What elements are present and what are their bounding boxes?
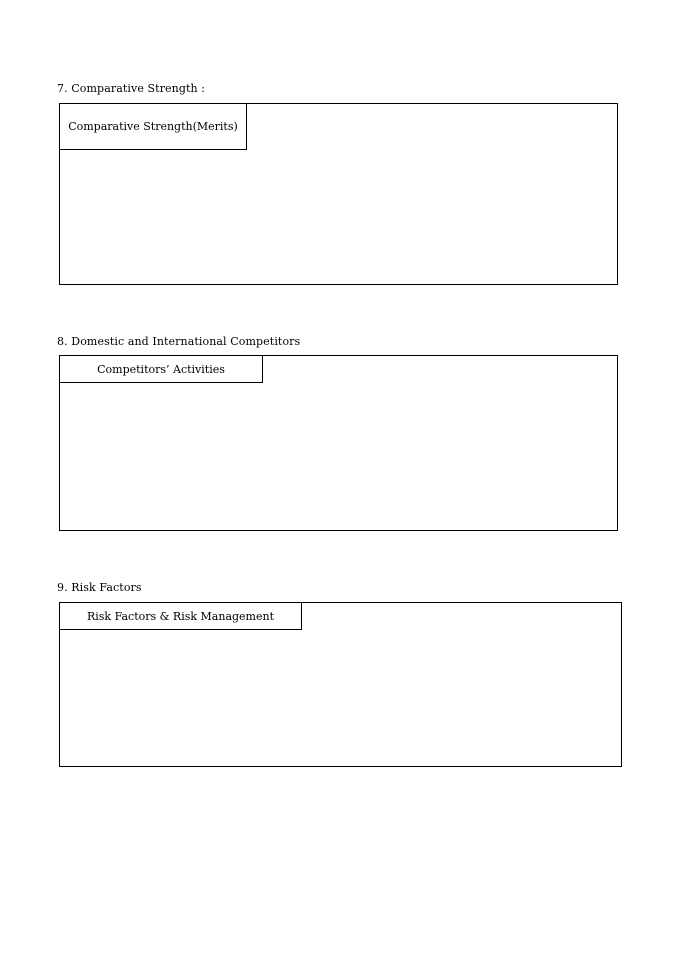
comparative-strength-box[interactable]: [59, 103, 618, 285]
section-9-heading: 9. Risk Factors: [57, 581, 142, 594]
competitors-content[interactable]: [60, 383, 617, 530]
risk-factors-tab-label: Risk Factors & Risk Management: [59, 602, 302, 630]
risk-factors-content[interactable]: [60, 630, 621, 766]
risk-factors-box[interactable]: [59, 602, 622, 767]
section-7-heading: 7. Comparative Strength :: [57, 82, 206, 95]
section-8-heading: 8. Domestic and International Competitors: [57, 335, 301, 348]
comparative-strength-tab-label: Comparative Strength(Merits): [59, 103, 247, 150]
competitors-box[interactable]: [59, 355, 618, 531]
competitors-activities-tab-label: Competitors’ Activities: [59, 355, 263, 383]
comparative-strength-content[interactable]: [60, 150, 617, 284]
